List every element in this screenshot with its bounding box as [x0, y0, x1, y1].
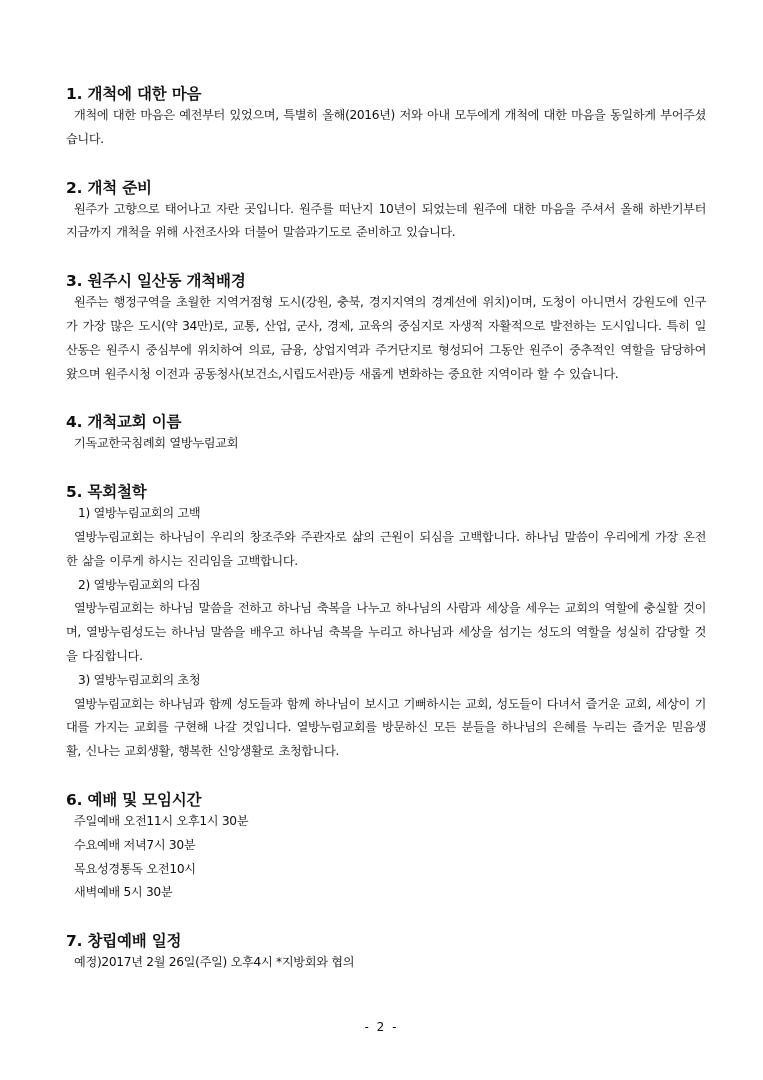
- section-4: [66, 412, 706, 456]
- section-5: [66, 482, 706, 764]
- section-heading: 2. 개척 준비: [66, 178, 152, 197]
- subsection-heading: 2) 열방누림교회의 다짐: [78, 577, 201, 592]
- founding-service-date: 예정)2017년 2월 26일(주일) 오후4시 *지방회와 협의: [74, 955, 355, 970]
- section-heading: 6. 예배 및 모임시간: [66, 790, 202, 809]
- section-text: 원주는 행정구역을 초월한 지역거점형 도시(강원, 충북, 경지지역의 경계선에 위치)이며, 도청이 아니면서 강원도에 인구가 가장 많은 도시(약 34만)로, 교통, 산업, 군사, 경제, 교육의 중심지로 자생적 자활적으로 발전하는 도시입니다. 특히 일산동은 원주시 중심부에 위치하여 의료, 금융, 상업지역과 주거단지로 형성되어 그동안 원주이 중추적인 역할을 담당하여 왔으며 원주시청 이전과 공동청사(보건소,시립도서관)등 새롭게 변화하는 중요한 지역이라 할 수 있습니다.: [66, 295, 706, 381]
- document-page: [66, 84, 706, 975]
- subsection-text: 열방누림교회는 하나님과 함께 성도들과 함께 하나님이 보시고 기뻐하시는 교회, 성도들이 다녀서 즐거운 교회, 세상이 기대를 가지는 교회를 구현해 나갈 것입니다. 열방누림교회를 방문하신 모든 분들을 하나님의 은혜를 누리는 즐거운 믿음생활, 신나는 교회생활, 행복한 신앙생활로 초청합니다.: [66, 696, 706, 759]
- section-text: 원주가 고향으로 태어나고 자란 곳입니다. 원주를 떠난지 10년이 되었는데 원주에 대한 마음을 주셔서 올해 하반기부터 지금까지 개척을 위해 사전조사와 더불어 말씀과기도로 준비하고 있습니다.: [66, 201, 706, 240]
- subsection-heading: 3) 열방누림교회의 초청: [78, 672, 201, 687]
- section-7: [66, 931, 706, 975]
- section-6: [66, 790, 706, 905]
- section-heading: 4. 개척교회 이름: [66, 413, 182, 432]
- subsection-heading: 1) 열방누림교회의 고백: [78, 506, 201, 521]
- schedule-line: 주일예배 오전11시 오후1시 30분: [74, 813, 249, 828]
- section-3: [66, 271, 706, 386]
- section-heading: 5. 목회철학: [66, 483, 147, 502]
- section-1: [66, 84, 706, 152]
- subsection-text: 열방누림교회는 하나님이 우리의 창조주와 주관자로 삶의 근원이 되심을 고백합니다. 하나님 말씀이 우리에게 가장 온전한 삶을 이루게 하시는 진리임을 고백합니다.: [66, 529, 706, 568]
- schedule-line: 새벽예배 5시 30분: [74, 885, 173, 900]
- section-heading: 3. 원주시 일산동 개척배경: [66, 272, 246, 291]
- section-heading: 1. 개척에 대한 마음: [66, 85, 202, 103]
- church-name: 기독교한국침례회 열방누림교회: [74, 436, 239, 451]
- schedule-line: 목요성경통독 오전10시: [74, 861, 196, 876]
- schedule-line: 수요예배 저녁7시 30분: [74, 837, 196, 852]
- section-text: 개척에 대한 마음은 예전부터 있었으며, 특별히 올해(2016년) 저와 아내 모두에게 개척에 대한 마음을 동일하게 부어주셨습니다.: [66, 108, 706, 146]
- page-number: - 2 -: [364, 1020, 399, 1034]
- section-heading: 7. 창립예배 일정: [66, 932, 182, 951]
- section-2: [66, 178, 706, 246]
- subsection-text: 열방누림교회는 하나님 말씀을 전하고 하나님 축복을 나누고 하나님의 사람과 세상을 세우는 교회의 역할에 충실할 것이며, 열방누림성도는 하나님 말씀을 배우고 하나님 축복을 누리고 하나님과 세상을 섬기는 성도의 역할을 성실히 감당할 것을 다짐합니다.: [66, 601, 706, 663]
